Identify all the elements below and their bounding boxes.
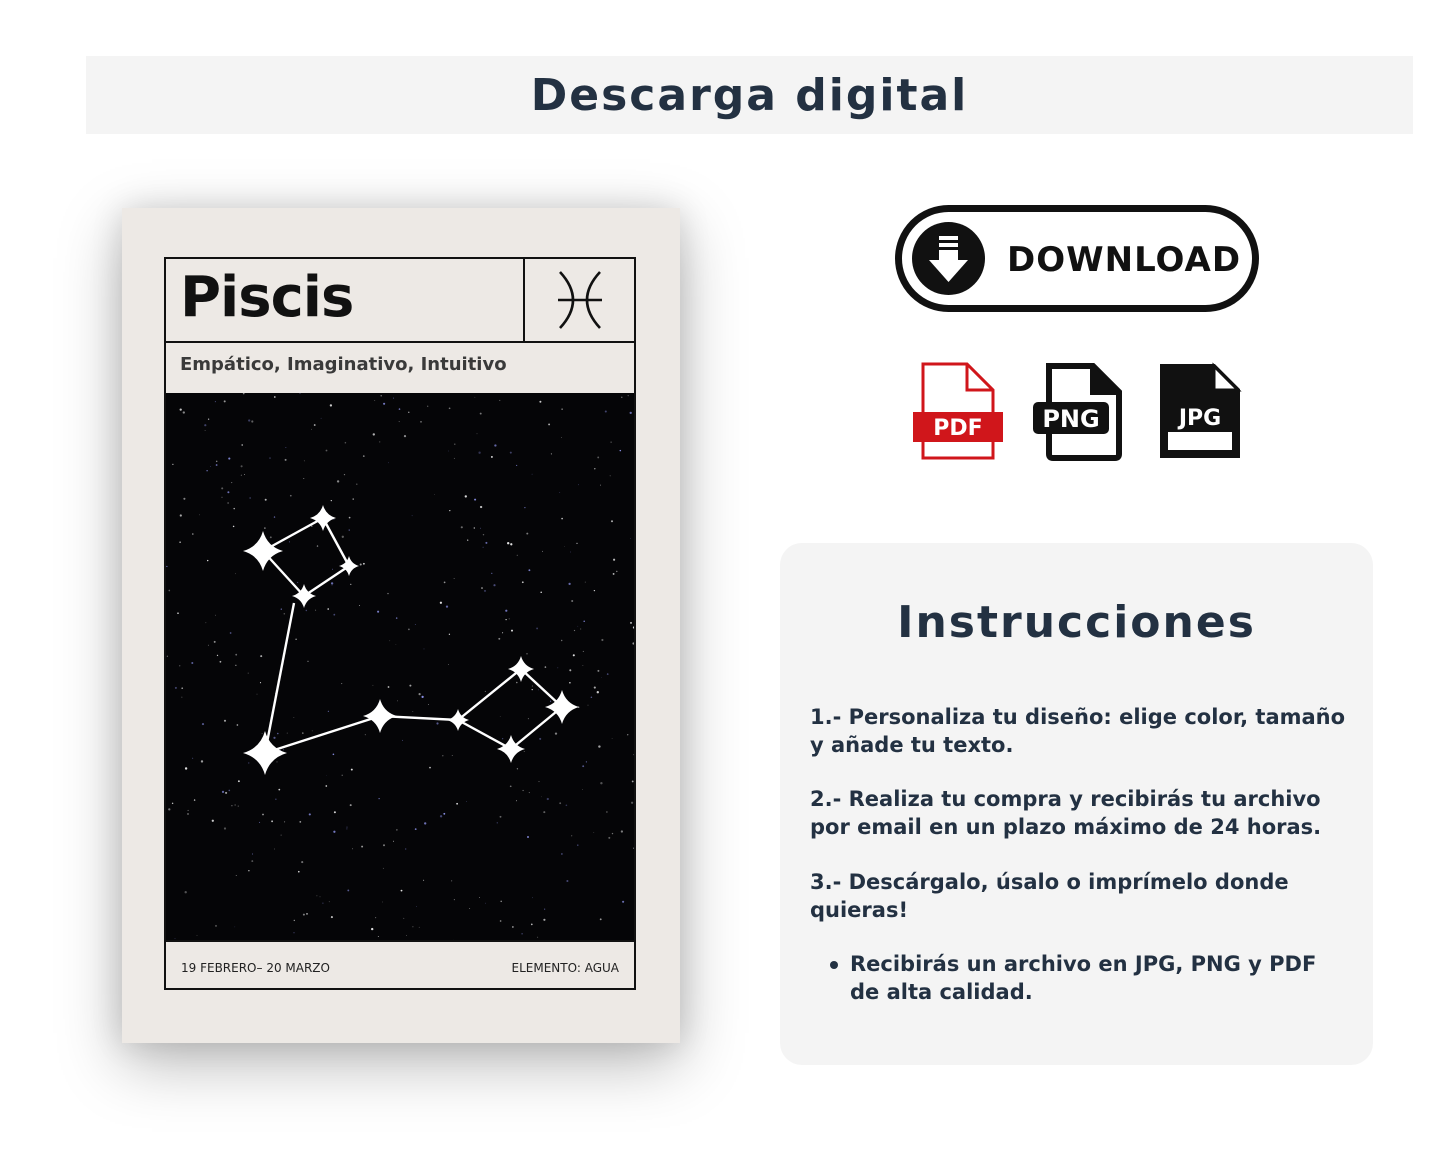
constellation-star <box>497 735 525 763</box>
top-banner <box>86 56 1413 134</box>
poster-preview <box>122 208 680 1043</box>
poster-frame <box>164 257 636 990</box>
download-button[interactable] <box>895 205 1259 312</box>
pdf-label: PDF <box>933 416 983 441</box>
instructions-card <box>780 543 1373 1065</box>
constellation-star <box>310 505 336 531</box>
poster-dates: 19 FEBRERO– 20 MARZO <box>181 961 330 975</box>
poster-traits: Empático, Imaginativo, Intuitivo <box>180 354 507 375</box>
bullet-icon <box>830 961 838 969</box>
jpg-file-icon <box>1158 362 1244 466</box>
constellation-star <box>339 556 359 576</box>
download-arrow-icon <box>912 222 985 295</box>
jpg-label: JPG <box>1178 406 1222 431</box>
poster-sign-name: Piscis <box>180 265 354 330</box>
poster-element: ELEMENTO: AGUA <box>511 961 619 975</box>
constellation-star <box>243 731 287 775</box>
pdf-file-icon <box>911 362 1005 466</box>
instruction-step-1: 1.- Personaliza tu diseño: elige color, tamaño y añade tu texto. <box>810 705 1346 757</box>
pisces-symbol-icon <box>523 259 634 341</box>
png-file-icon <box>1031 362 1125 466</box>
png-label: PNG <box>1042 405 1100 433</box>
poster-header <box>166 259 634 343</box>
banner-title: Descarga digital <box>530 69 969 121</box>
instruction-step-2: 2.- Realiza tu compra y recibirás tu archivo por email en un plazo máximo de 24 horas. <box>810 787 1322 839</box>
poster-footer <box>166 940 634 988</box>
instruction-note: Recibirás un archivo en JPG, PNG y PDF de alta calidad. <box>850 952 1317 1004</box>
instructions-title: Instrucciones <box>897 597 1256 648</box>
instruction-step-3: 3.- Descárgalo, úsalo o imprímelo donde quieras! <box>810 870 1289 922</box>
download-label: DOWNLOAD <box>1007 240 1242 280</box>
constellation-star <box>363 699 397 733</box>
constellation-image <box>166 393 634 942</box>
